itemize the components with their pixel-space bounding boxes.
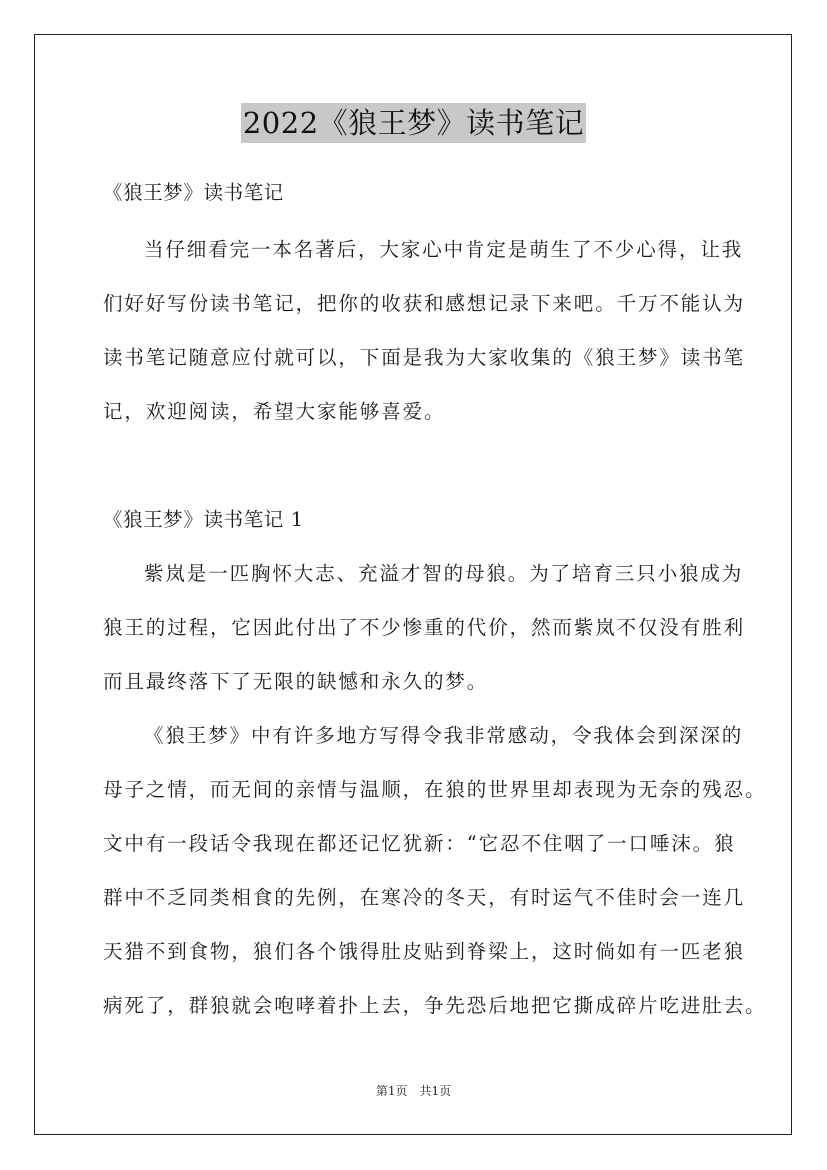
paragraph-line: 紫岚是一匹胸怀大志、充溢才智的母狼。为了培育三只小狼成为 [144,562,744,585]
section-heading: 《狼王梦》读书笔记 1 [103,508,304,531]
paragraph-line: 群中不乏同类相食的先例，在寒冷的冬天，有时运气不佳时会一连几 [103,886,746,909]
intro-line: 们好好写份读书笔记，把你的收获和感想记录下来吧。千万不能认为 [103,292,746,315]
document-title: 2022《狼王梦》读书笔记 [241,103,586,143]
paragraph-line: 母子之情，而无间的亲情与温顺，在狼的世界里却表现为无奈的残忍。 [103,778,767,801]
paragraph-line: 而且最终落下了无限的缺憾和永久的梦。 [103,670,489,693]
intro-line: 记，欢迎阅读，希望大家能够喜爱。 [103,400,446,423]
page-number-footer: 第1页 共1页 [375,1084,452,1098]
intro-line: 当仔细看完一本名著后，大家心中肯定是萌生了不少心得，让我 [144,238,744,261]
paragraph-line: 病死了，群狼就会咆哮着扑上去，争先恐后地把它撕成碎片吃进肚去。 [103,994,767,1017]
intro-line: 读书笔记随意应付就可以，下面是我为大家收集的《狼王梦》读书笔 [103,346,746,369]
paragraph-line: 文中有一段话令我现在都还记忆犹新：“它忍不住咽了一口唾沫。狼 [103,832,736,855]
section-heading: 《狼王梦》读书笔记 [103,181,284,204]
paragraph-line: 狼王的过程，它因此付出了不少惨重的代价，然而紫岚不仅没有胜利 [103,616,746,639]
paragraph-line: 天猎不到食物，狼们各个饿得肚皮贴到脊梁上，这时倘如有一匹老狼 [103,940,746,963]
title-container [0,103,827,143]
paragraph-line: 《狼王梦》中有许多地方写得令我非常感动，令我体会到深深的 [144,724,744,747]
